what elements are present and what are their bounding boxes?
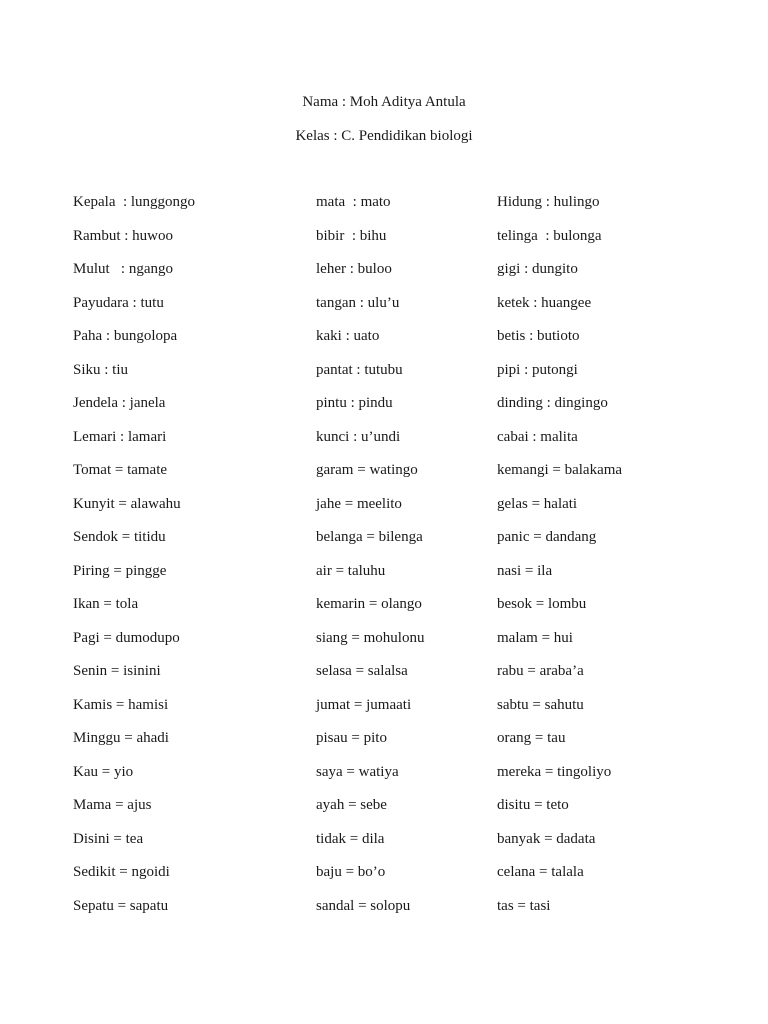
vocab-row (0, 763, 768, 797)
vocab-row (0, 897, 768, 931)
vocab-entry: orang = tau (497, 730, 566, 746)
vocab-entry: Sepatu = sapatu (73, 897, 169, 914)
vocab-entry: gelas = halati (497, 495, 578, 512)
vocab-row (0, 830, 768, 864)
vocab-entry: Piring = pingge (73, 562, 167, 579)
vocab-entry: siang = mohulonu (316, 629, 425, 646)
vocab-entry: bibir : bihu (316, 227, 387, 244)
vocab-entry: sabtu = sahutu (497, 696, 584, 713)
vocab-row (0, 193, 768, 227)
vocab-entry: banyak = dadata (497, 830, 596, 847)
vocab-entry: tas = tasi (497, 897, 551, 914)
vocab-entry: Rambut : huwoo (73, 227, 173, 244)
vocab-entry: cabai : malita (497, 428, 578, 445)
vocab-entry: Sendok = titidu (73, 529, 166, 545)
class-line: Kelas : C. Pendidikan biologi (295, 128, 473, 144)
vocab-entry: garam = watingo (316, 462, 418, 478)
vocab-entry: sandal = solopu (316, 897, 411, 914)
vocab-entry: tangan : ulu’u (316, 294, 400, 311)
vocab-entry: celana = talala (497, 864, 584, 880)
vocab-entry: jumat = jumaati (316, 696, 412, 713)
vocab-row (0, 796, 768, 830)
vocab-row (0, 495, 768, 529)
vocab-entry: Jendela : janela (73, 395, 166, 411)
vocab-row (0, 394, 768, 428)
vocab-entry: kemarin = olango (316, 596, 422, 612)
vocab-entry: selasa = salalsa (316, 663, 408, 679)
vocab-row (0, 729, 768, 763)
vocab-entry: Pagi = dumodupo (73, 629, 180, 646)
vocab-row (0, 428, 768, 462)
vocab-entry: pantat : tutubu (316, 361, 403, 378)
vocab-entry: Mama = ajus (73, 797, 152, 813)
vocab-entry: betis : butioto (497, 328, 580, 344)
student-name-line: Nama : Moh Aditya Antula (302, 94, 466, 110)
vocab-entry: tidak = dila (316, 830, 385, 847)
vocab-row (0, 528, 768, 562)
vocab-entry: Disini = tea (73, 830, 144, 847)
vocab-entry: Kau = yio (73, 763, 134, 780)
vocab-entry: Lemari : lamari (73, 428, 167, 445)
vocab-entry: baju = bo’o (316, 864, 386, 880)
vocab-entry: saya = watiya (316, 763, 399, 780)
vocab-entry: rabu = araba’a (497, 663, 584, 679)
vocab-entry: Kepala : lunggongo (73, 194, 196, 210)
vocab-entry: Kunyit = alawahu (73, 495, 181, 512)
vocab-entry: Minggu = ahadi (73, 730, 169, 746)
vocab-entry: pisau = pito (316, 730, 387, 746)
vocab-entry: kaki : uato (316, 328, 380, 344)
vocab-entry: Hidung : hulingo (497, 194, 600, 210)
vocab-entry: Senin = isinini (73, 663, 161, 679)
vocab-row (0, 863, 768, 897)
vocab-entry: Siku : tiu (73, 361, 129, 378)
vocab-entry: dinding : dingingo (497, 395, 608, 411)
vocab-entry: kunci : u’undi (316, 428, 401, 445)
vocab-entry: air = taluhu (316, 562, 386, 579)
vocab-entry: pipi : putongi (497, 361, 578, 378)
vocab-entry: Ikan = tola (73, 596, 139, 612)
vocab-row (0, 696, 768, 730)
vocab-entry: Paha : bungolopa (73, 328, 178, 344)
vocab-entry: ketek : huangee (497, 294, 592, 311)
vocab-entry: kemangi = balakama (497, 462, 623, 478)
vocab-row (0, 595, 768, 629)
vocab-entry: Kamis = hamisi (73, 696, 169, 713)
vocab-entry: telinga : bulonga (497, 227, 602, 244)
vocab-row (0, 662, 768, 696)
vocab-row (0, 260, 768, 294)
vocab-row (0, 361, 768, 395)
vocab-entry: panic = dandang (497, 529, 597, 545)
vocab-entry: leher : buloo (316, 261, 392, 277)
vocab-entry: Sedikit = ngoidi (73, 864, 170, 880)
vocab-row (0, 327, 768, 361)
vocab-entry: besok = lombu (497, 596, 587, 612)
vocab-entry: Mulut : ngango (73, 261, 173, 277)
vocab-row (0, 461, 768, 495)
vocab-entry: gigi : dungito (497, 261, 578, 277)
vocab-entry: malam = hui (497, 629, 573, 646)
vocab-entry: pintu : pindu (316, 395, 393, 411)
vocab-row (0, 294, 768, 328)
vocab-entry: mata : mato (316, 194, 391, 210)
vocab-entry: nasi = ila (497, 562, 553, 579)
vocab-entry: mereka = tingoliyo (497, 763, 612, 780)
vocab-row (0, 227, 768, 261)
vocab-entry: Tomat = tamate (73, 462, 168, 478)
vocab-entry: ayah = sebe (316, 797, 387, 813)
vocab-row (0, 629, 768, 663)
vocab-entry: Payudara : tutu (73, 294, 164, 311)
vocab-entry: belanga = bilenga (316, 529, 423, 545)
vocab-row (0, 562, 768, 596)
vocab-entry: jahe = meelito (316, 495, 402, 512)
vocabulary-list (0, 193, 768, 930)
vocab-entry: disitu = teto (497, 797, 569, 813)
